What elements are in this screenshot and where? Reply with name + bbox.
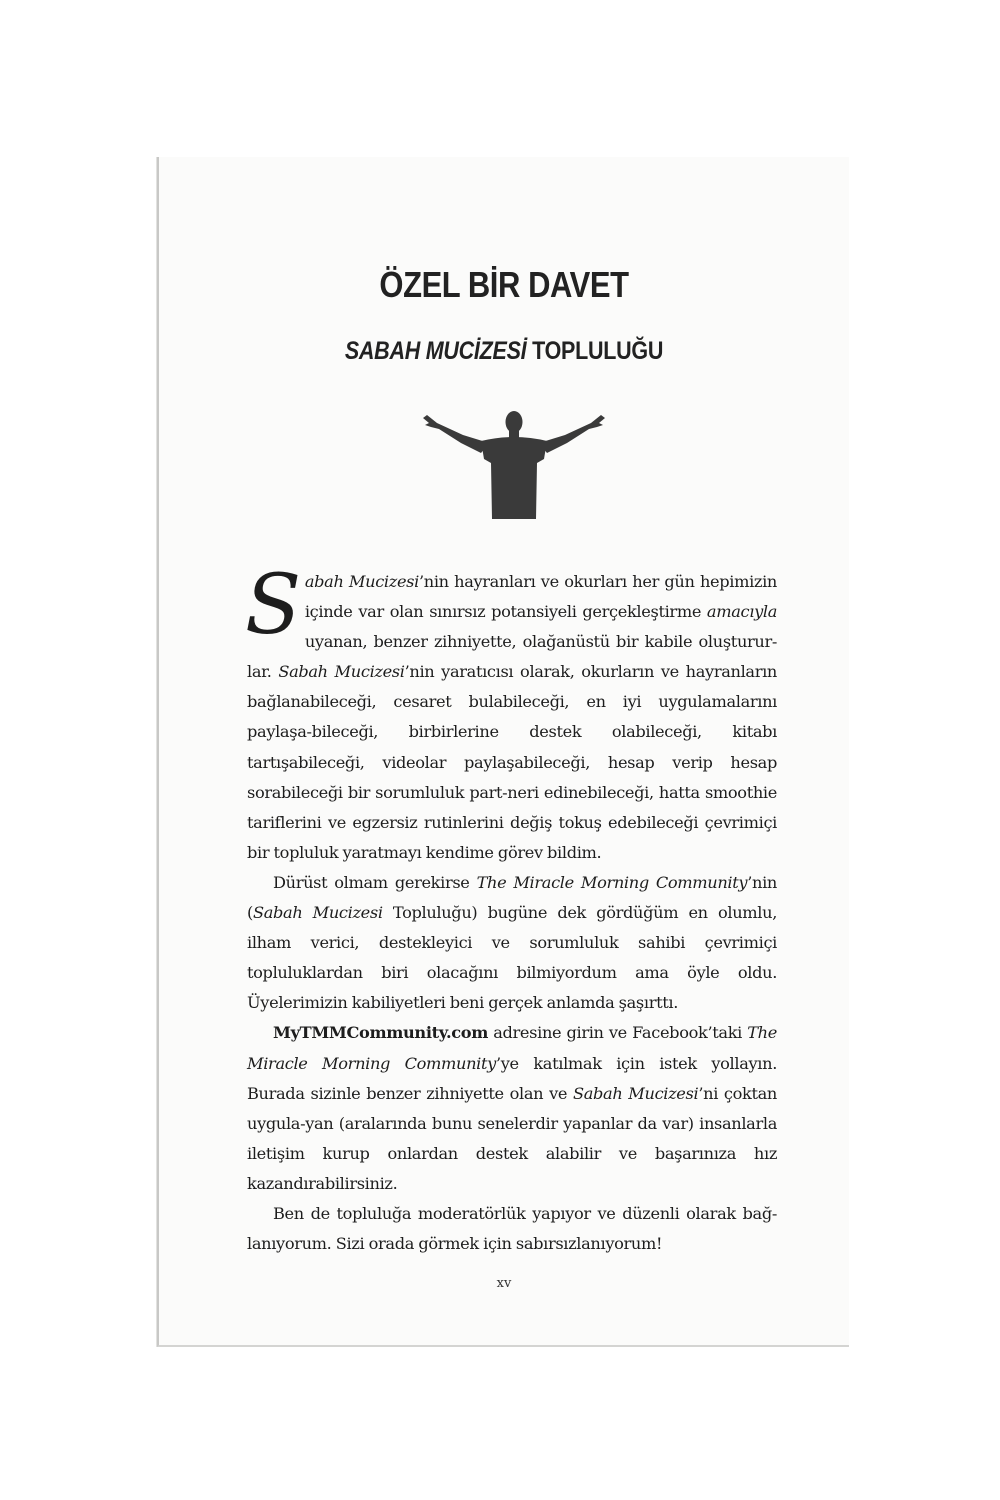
- p2-italic-d: Sabah Mucizesi: [252, 903, 383, 923]
- paragraph-4: Ben de topluluğa moderatörlük yapıyor ve düzenli olarak bağ-lanıyorum. Sizi orada görmek için sabırsızlanıyorum!: [247, 1203, 777, 1254]
- p3-text-b: adresine girin ve Facebook’taki: [487, 1023, 748, 1043]
- p2-italic-b: The Miracle Morning Community: [476, 872, 748, 892]
- p1-text-f: ’nin yaratıcısı olarak, okurların ve hayranların bağlanabileceği, cesaret bulabileceği, en iyi uygulamalarını paylaşa-bileceği, birbirlerine destek olabileceği, kitabı tartışabileceği, videolar paylaşabileceği, hesap verip hesap sorabileceği bir sorumluluk part-neri edinebileceği, hatta smoothie tariflerini ve egzersiz rutinlerini değiş tokuş edebileceği çevrimiçi bir topluluk yaratmayı kendime görev bildim.: [247, 662, 778, 862]
- paragraph-3: [247, 1018, 777, 1199]
- raised-arms-silhouette-icon: [419, 409, 609, 519]
- book-page: [157, 157, 849, 1347]
- drop-cap: S: [245, 558, 301, 653]
- p2-text-e: Topluluğu) bugüne dek gördüğüm en olumlu, ilham verici, destekleyici ve sorumluluk sahibi çevrimiçi topluluklardan biri olacağını bilmiyordum ama öyle oldu. Üyelerimizin kabiliyetleri beni gerçek anlamda şaşırttı.: [247, 903, 777, 1013]
- p3-text-f: ’ni çoktan uygula-yan (aralarında bunu senelerdir yapanlar da var) insanlarla iletişim kurup onlardan destek alabilir ve başarınıza hız kazandırabilirsiniz.: [247, 1083, 777, 1193]
- p2-text-c: ’nin (: [247, 872, 777, 923]
- p1-italic-e: Sabah Mucizesi: [278, 662, 405, 682]
- chapter-subtitle: [207, 337, 800, 366]
- body-text: [245, 558, 778, 1259]
- p3-italic-e: Sabah Mucizesi: [573, 1083, 699, 1103]
- paragraph-1: [245, 558, 778, 868]
- p3-italic-c: The Miracle Morning Community: [247, 1023, 777, 1073]
- p3-text-d: ’ye katılmak için istek yollayın. Burada sizinle benzer zihniyette olan ve: [247, 1053, 778, 1103]
- subtitle-italic: SABAH MUCİZESİ: [344, 337, 527, 365]
- p1-text-d: uyanan, benzer zihniyette, olağanüstü bir kabile oluşturur-lar.: [247, 632, 777, 682]
- p1-italic-c: amacıyla: [706, 602, 777, 622]
- p1-text-b: ’nin hayranları ve okurları her gün hepimizin içinde var olan sınırsız potansiyeli gerçekleştirme: [304, 572, 777, 622]
- page-number: xv: [496, 1276, 512, 1291]
- paragraph-2: [247, 868, 777, 1018]
- p1-italic-a: abah Mucizesi: [304, 572, 419, 591]
- subtitle-rest: TOPLULUĞU: [526, 337, 664, 365]
- chapter-title: ÖZEL BİR DAVET: [379, 264, 629, 305]
- p2-text-a: Dürüst olmam gerekirse: [273, 872, 477, 892]
- community-url: MyTMMCommunity.com: [273, 1023, 488, 1043]
